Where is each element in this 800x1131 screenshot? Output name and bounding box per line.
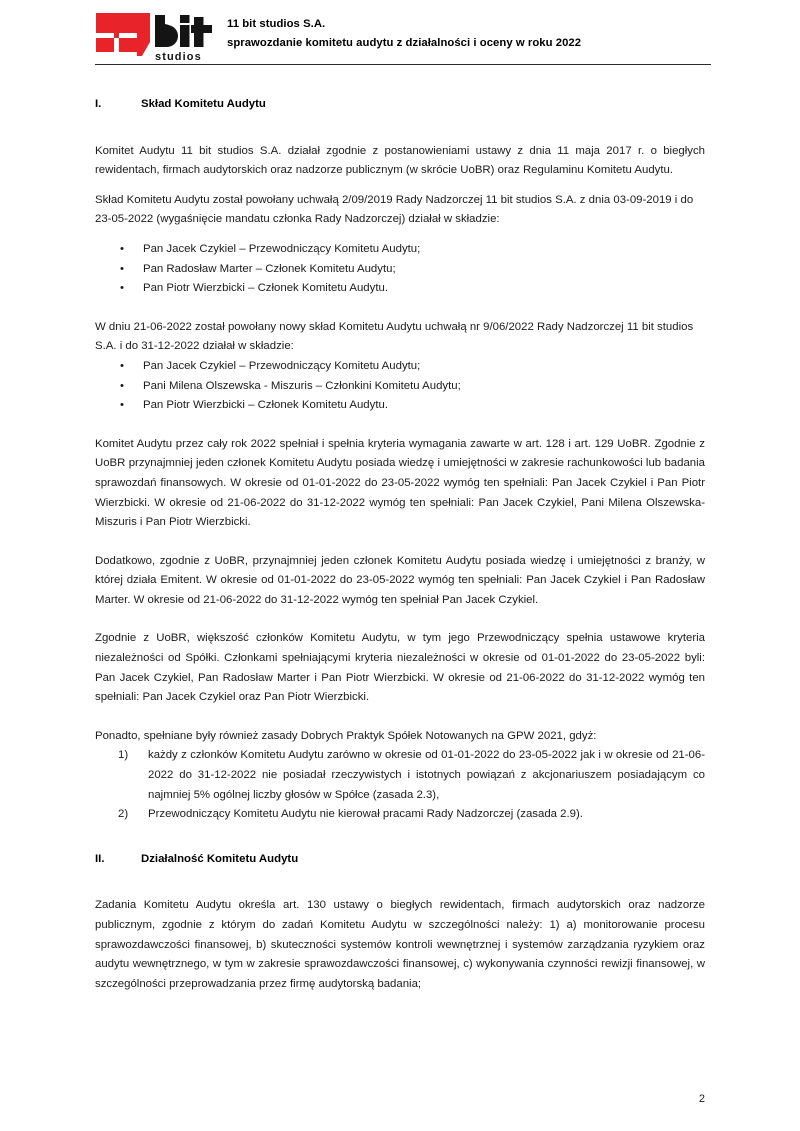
list-item (95, 260, 705, 280)
list-item (95, 279, 705, 299)
list-item (95, 396, 705, 416)
company-name: 11 bit studios S.A. (227, 18, 326, 30)
list-item-label: Przewodniczący Komitetu Audytu nie kierował pracami Rady Nadzorczej (zasada 2.9). (148, 808, 583, 821)
list-item-marker: 1) (118, 749, 129, 762)
committee-members-list-1 (95, 240, 705, 299)
logo-subword-text: studios (155, 51, 202, 63)
paragraph-intro: Komitet Audytu 11 bit studios S.A. działał zgodnie z postanowieniami ustawy z dnia 11 maja 2017 r. o biegłych rewidentach, firmach audytorskich oraz nadzorze publicznym (w skrócie UoBR) oraz Regulaminu Komitetu Audytu. (95, 144, 705, 177)
document-subtitle: sprawozdanie komitetu audytu z działalności i oceny w roku 2022 (227, 37, 582, 49)
company-logo (95, 9, 213, 63)
header-title-block (213, 9, 581, 53)
document-header (95, 0, 705, 62)
bullet-icon: • (120, 399, 124, 412)
list-item-label: Pan Jacek Czykiel – Przewodniczący Komitetu Audytu; (143, 242, 421, 255)
logo-wordmark-text (155, 15, 212, 47)
paragraph-tasks: Zadania Komitetu Audytu określa art. 130 ustawy o biegłych rewidentach, firmach audytorskich oraz nadzorze publicznym, zgodnie z którym do zadań Komitetu Audytu w szczególności należy: 1) a) monitorowanie procesu sprawozdawczości finansowej, b) skuteczności systemów kontroli wewnętrznej i systemów zarządzania ryzykiem oraz audytu wewnętrznego, w tym w zakresie sprawozdawczości finansowej, c) wykonywania czynności rewizji finansowej, w szczególności przeprowadzania przez firmę audytorską badania; (95, 899, 705, 990)
paragraph-first-composition: Skład Komitetu Audytu został powołany uchwałą 2/09/2019 Rady Nadzorczej 11 bit studios S.A. z dnia 03-09-2019 i do 23-05-2022 (wygaśnięcie mandatu członka Rady Nadzorczej) działał w składzie: (95, 193, 694, 226)
list-item (95, 746, 705, 805)
section-heading-1 (95, 95, 705, 115)
paragraph-industry-knowledge: Dodatkowo, zgodnie z UoBR, przynajmniej jeden członek Komitetu Audytu posiada wiedzę i umiejętności z branży, w której działa Emitent. W okresie od 01-01-2022 do 23-05-2022 wymóg ten spełniali: Pan Jacek Czykiel i Pan Radosław Marter. W okresie od 21-06-2022 do 31-12-2022 wymóg ten spełniał Pan Jacek Czykiel. (95, 554, 705, 606)
list-item (95, 240, 705, 260)
bullet-icon: • (120, 242, 124, 255)
list-item-marker: 2) (118, 808, 129, 821)
paragraph-criteria-knowledge: Komitet Audytu przez cały rok 2022 spełniał i spełnia kryteria wymagania zawarte w art. 128 i art. 129 UoBR. Zgodnie z UoBR przynajmniej jeden członek Komitetu Audytu posiada wiedzę i umiejętności w zakresie rachunkowości lub badania sprawozdań finansowych. W okresie od 01-01-2022 do 23-05-2022 wymóg ten spełniali: Pan Jacek Czykiel i Pan Piotr Wierzbicki. W okresie od 21-06-2022 do 31-12-2022 wymóg ten spełniali: Pan Jacek Czykiel, Pani Milena Olszewska-Miszuris i Pan Piotr Wierzbicki. (95, 437, 705, 529)
page-number: 2 (698, 1093, 705, 1105)
paragraph-gpw-intro: Ponadto, spełniane były również zasady Dobrych Praktyk Spółek Notowanych na GPW 2021, gdyż: (95, 729, 597, 742)
paragraph-second-composition: W dniu 21-06-2022 został powołany nowy skład Komitetu Audytu uchwałą nr 9/06/2022 Rady Nadzorczej 11 bit studios S.A. i do 31-12-2022 działał w składzie: (95, 320, 694, 353)
list-item-label: Pan Piotr Wierzbicki – Członek Komitetu Audytu. (143, 282, 389, 295)
list-item-label: każdy z członków Komitetu Audytu zarówno w okresie od 01-01-2022 do 23-05-2022 jak i w okresie od 21-06-2022 do 31-12-2022 nie posiadał rzeczywistych i istotnych powiązań z akcjonariuszem posiadającym co najmniej 5% ogólnej liczby głosów w Spółce (zasada 2.3), (148, 749, 705, 801)
list-item-label: Pan Radosław Marter – Członek Komitetu Audytu; (143, 262, 396, 275)
committee-members-list-2 (95, 357, 705, 416)
section-title-2: Działalność Komitetu Audytu (141, 852, 299, 865)
bullet-icon: • (120, 282, 124, 295)
list-item (95, 377, 705, 397)
list-item-label: Pan Piotr Wierzbicki – Członek Komitetu Audytu. (143, 399, 389, 412)
section-number-1: I. (95, 98, 102, 110)
list-item-label: Pan Jacek Czykiel – Przewodniczący Komitetu Audytu; (143, 359, 421, 372)
bullet-icon: • (120, 262, 124, 275)
paragraph-independence: Zgodnie z UoBR, większość członków Komitetu Audytu, w tym jego Przewodniczący spełnia ustawowe kryteria niezależności od Spółki. Członkami spełniającymi kryteria niezależności w okresie od 01-01-2022 do 23-05-2022 byli: Pan Jacek Czykiel, Pan Radosław Marter i Pan Piotr Wierzbicki. W okresie od 21-06-2022 do 31-12-2022 wymóg ten spełniali: Pan Jacek Czykiel oraz Pan Piotr Wierzbicki. (95, 632, 705, 704)
list-item (95, 357, 705, 377)
bullet-icon: • (120, 359, 124, 372)
list-item-label: Pani Milena Olszewska - Miszuris – Członkini Komitetu Audytu; (143, 379, 461, 392)
section-heading-2 (95, 850, 705, 870)
gpw-principles-list (95, 746, 705, 824)
bullet-icon: • (120, 379, 124, 392)
logo-mark-icon (96, 13, 150, 56)
document-body (95, 65, 705, 994)
list-item (95, 805, 705, 825)
logo-svg (95, 11, 213, 63)
section-number-2: II. (95, 852, 105, 865)
section-title-1: Skład Komitetu Audytu (141, 98, 266, 110)
